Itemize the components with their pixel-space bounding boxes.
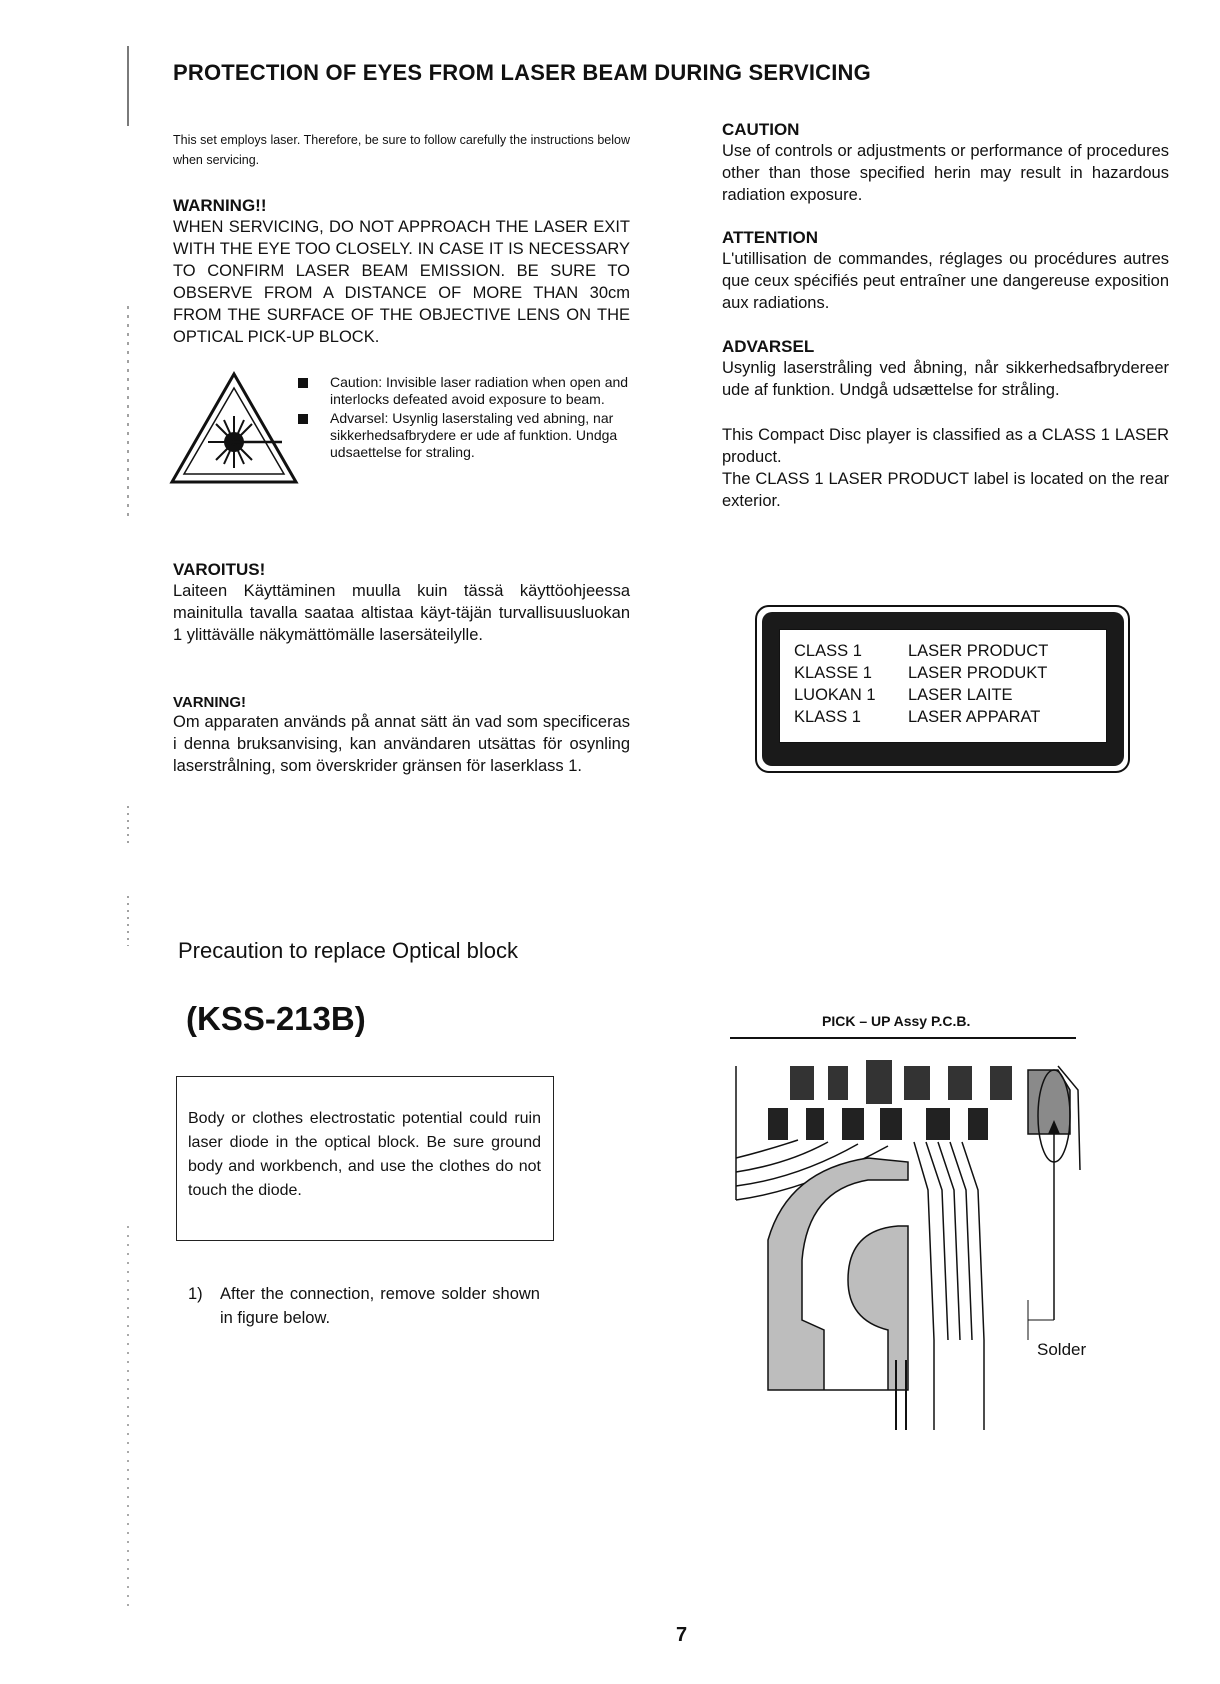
class-label-class: CLASS 1 — [794, 642, 862, 660]
varoitus-section — [173, 560, 630, 646]
class-label-row — [794, 684, 1062, 706]
attention-heading: ATTENTION — [722, 228, 819, 247]
caution-text: Use of controls or adjustments or performance of procedures other than those specified herin may result in hazardous radiation exposure. — [722, 142, 1169, 204]
intro-text: This set employs laser. Therefore, be sure to follow carefully the instructions below when servicing. — [173, 133, 630, 167]
solder-label: Solder — [1037, 1340, 1087, 1359]
pcb-label: PICK – UP Assy P.C.B. — [822, 1013, 971, 1029]
varning-text: Om apparaten används på annat sätt än vad som specificeras i denna bruksanvising, kan användaren utsättas för osynling laserstrålning, som överskrider gränsen för laserklass 1. — [173, 713, 630, 775]
class-label-row — [794, 640, 1062, 662]
class-label-class: KLASS 1 — [794, 708, 861, 726]
class-label-class: KLASSE 1 — [794, 664, 872, 682]
laser-warning-icon — [168, 370, 300, 486]
electrostatic-note: Body or clothes electrostatic potential could ruin laser diode in the optical block. Be sure ground body and workbench, and use the clothes do not touch the diode. — [176, 1076, 554, 1241]
precaution-title: Precaution to replace Optical block — [178, 938, 518, 963]
warning-en-section — [173, 196, 630, 348]
caution-heading: CAUTION — [722, 120, 800, 139]
class-label-product: LASER APPARAT — [908, 708, 1041, 726]
class-label-class: LUOKAN 1 — [794, 686, 876, 704]
attention-section — [722, 228, 1169, 314]
class-info-section — [722, 424, 1169, 512]
pickup-pcb-diagram — [728, 1030, 1092, 1430]
advarsel-heading: ADVARSEL — [722, 337, 815, 356]
class-label-product: LASER PRODUCT — [908, 642, 1049, 660]
class-label-product: LASER LAITE — [908, 686, 1013, 704]
bullet-caution: Caution: Invisible laser radiation when open and interlocks defeated avoid exposure to beam. — [298, 374, 633, 408]
class-info-line1: This Compact Disc player is classified as a CLASS 1 LASER product. — [722, 426, 1169, 466]
class-label-product: LASER PRODUKT — [908, 664, 1048, 682]
warning-en-text: WHEN SERVICING, DO NOT APPROACH THE LASER EXIT WITH THE EYE TOO CLOSELY. IN CASE IT IS NECESSARY TO CONFIRM LASER BEAM EMISSION. BE SURE TO OBSERVE FROM A DISTANCE OF MORE THAN 30cm FROM THE SURFACE OF THE OBJECTIVE LENS ON THE OPTICAL PICK-UP BLOCK. — [173, 218, 630, 346]
varning-heading: VARNING! — [173, 694, 247, 711]
binding-margin-marks — [124, 46, 132, 1606]
model-number: (KSS-213B) — [186, 1000, 366, 1037]
varning-section — [173, 694, 630, 777]
caution-section — [722, 120, 1169, 206]
class-label — [779, 629, 1107, 743]
step-text: After the connection, remove solder shown in figure below. — [220, 1285, 540, 1327]
step-number: 1) — [188, 1285, 203, 1303]
advarsel-section — [722, 337, 1169, 401]
laser-label-bullets — [298, 374, 633, 463]
varoitus-text: Laiteen Käyttäminen muulla kuin tässä käyttöohjeessa mainitulla tavalla saataa altistaa käyt-täjän turvallisuusluokan 1 ylittävälle näkymättömälle lasersäteilylle. — [173, 582, 630, 644]
class-label-table — [794, 640, 1062, 728]
class-info-line2: The CLASS 1 LASER PRODUCT label is located on the rear exterior. — [722, 470, 1169, 510]
attention-text: L'utillisation de commandes, réglages ou procédures autres que ceux spécifiés peut entraîner une dangereuse exposition aux radiations. — [722, 250, 1169, 312]
step-1 — [188, 1282, 542, 1330]
bullet-advarsel: Advarsel: Usynlig laserstaling ved abning, nar sikkerhedsafbrydere er ude af funktion. Undga udsaettelse for straling. — [298, 410, 633, 461]
varoitus-heading: VAROITUS! — [173, 560, 266, 579]
page-number: 7 — [676, 1624, 688, 1646]
page-title: PROTECTION OF EYES FROM LASER BEAM DURING SERVICING — [173, 60, 871, 85]
class-label-row — [794, 706, 1062, 728]
class-label-row — [794, 662, 1062, 684]
advarsel-text: Usynlig laserstråling ved åbning, når sikkerhedsafbrydereer ude af funktion. Undgå udsættelse for stråling. — [722, 359, 1169, 399]
warning-en-heading: WARNING!! — [173, 196, 267, 215]
